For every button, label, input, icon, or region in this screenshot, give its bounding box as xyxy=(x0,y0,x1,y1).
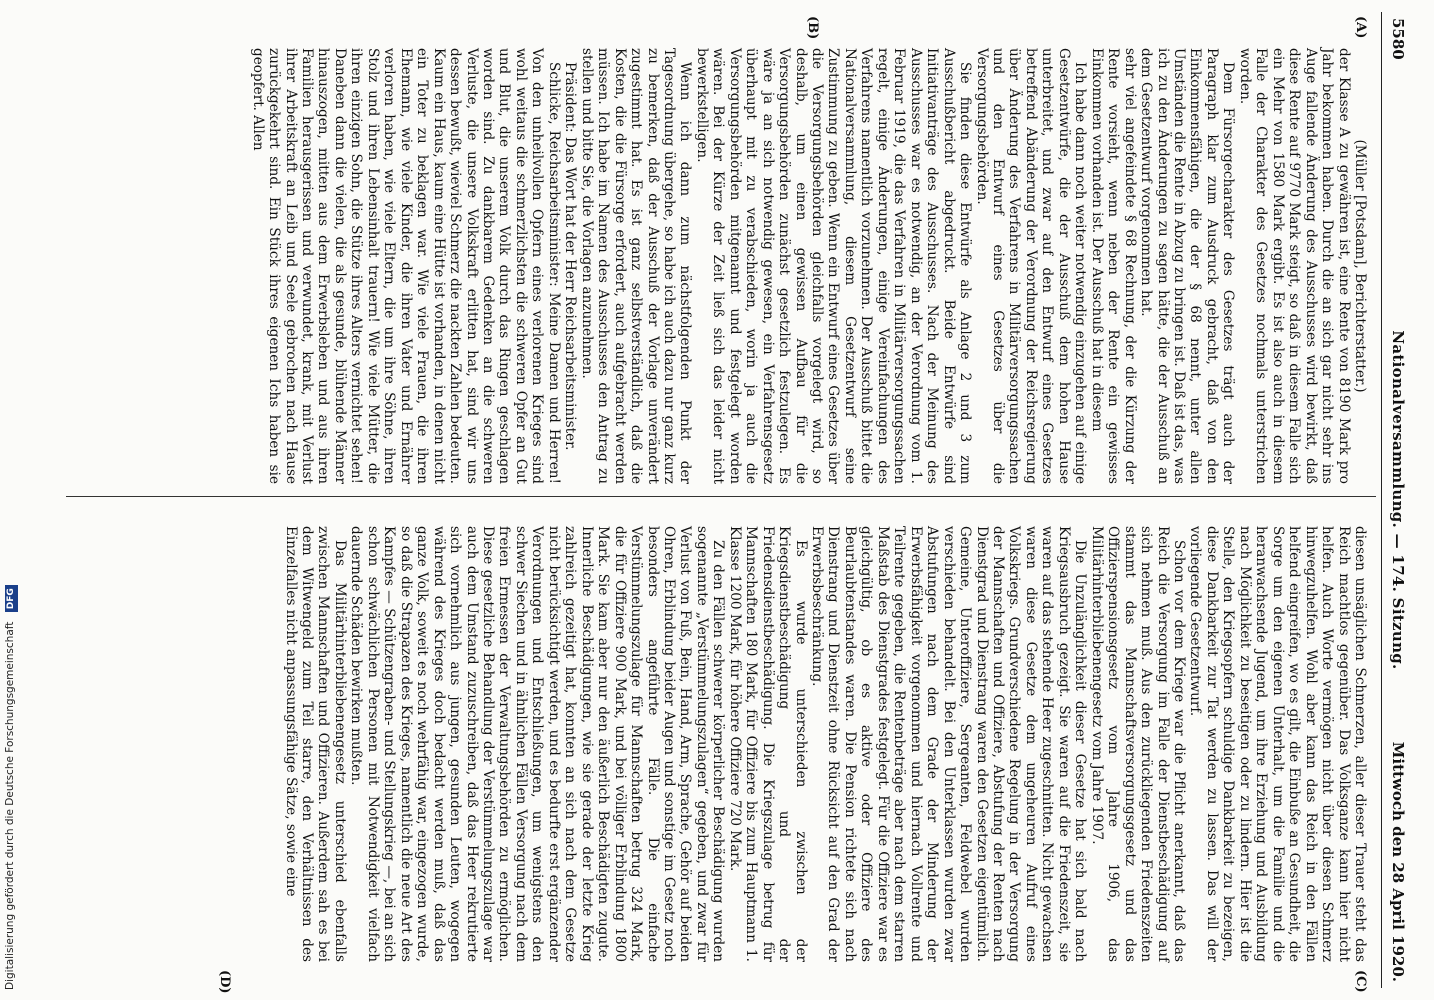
paragraph: Sie finden diese Entwürfe als Anlage 2 und 3 zum Ausschußbericht abgedruckt. Beide Entwürfe sind Initiativanträge des Ausschusses. Nach der Meinung des Ausschusses war es notwendig, an der Verordnung vom 1. Februar 1919, die das Verfahren in Militärversorgungssachen regelt, einige Änderungen, einige Vereinfachungen des Verfahrens namentlich vorzunehmen. Der Ausschuß bittet die Nationalversammlung, diesem Gesetzentwurf seine Zustimmung zu geben. Wenn ein Entwurf eines Gesetzes über die Versorgungsbehörden gleichfalls vorgelegt wird, so deshalb, um einen gewissen Aufbau für die Versorgungsbehörden zunächst gesetzlich festzulegen. Es wäre ja an sich notwendig gewesen, ein Verfahrensgesetz überhaupt mit zu verabschieden, worin ja auch die Versorgungsbehörden mitgenannt und festgelegt worden wären. Bei der Kürze der Zeit ließ sich das leider nicht bewerkstelligen. xyxy=(693,48,974,484)
minister-speech: Schlicke, Reichsarbeitsminister: Meine Damen und Herren! Von den unheilvollen Opfern eines verlorenen Krieges sind wohl weitaus die schmerzlichsten die schweren Opfer an Gut und Blut, die unserem Volk durch das Ringen geschlagen worden sind. Zu dankbarem Gedenken an die schweren Verluste, die unsere Volkskraft erlitten hat, sind wir uns dessen bewußt, wieviel Schmerz die nackten Zahlen bedeuten. Kaum ein Haus, kaum eine Hütte ist vorhanden, in denen nicht ein Toter zu beklagen war. Wie viele Frauen, die ihren Ehemann, wie viele Kinder, die ihren Vater und Ernährer verloren haben, wie viele Eltern, die um ihre Söhne, ihren Stolz und ihren Lebensinhalt trauern! Wie viele Mütter, die ihren einzigen Sohn, die Stütze ihres Alters vernichtet sehen! Daneben dann die vielen, die als gesunde, blühende Männer hinauszogen, mitten aus dem Erwerbsleben und aus ihren Familien herausgerissen und verwundet, krank, mit Verlust ihrer Arbeitskraft an Leib und Seele gebrochen nach Hause zurückgekehrt sind. Ein Stück ihres eigenen Ichs haben sie geopfert. Allen xyxy=(249,48,562,484)
paragraph: Das Militärhinterbliebenengesetz unterschied ebenfalls zwischen Mannschaften und Offizieren. Außerdem sah es bei dem Witwengeld zum Teil starre, den Verhältnissen des Einzelfalles nicht anpassungsfähige Sätze, sowie eine xyxy=(282,526,348,962)
margin-marker-d: (D) xyxy=(217,970,232,994)
running-head xyxy=(1381,12,1412,988)
session-date: Mittwoch den 28 April 1920. xyxy=(1389,741,1407,982)
margin-marker-a: (A) xyxy=(1353,16,1368,39)
paragraph: Die Unzulänglichkeit dieser Gesetze hat sich bald nach Kriegsausbruch gezeigt. Sie waren auf die Friedenszeit, sie waren auf das stehende Heer zugeschnitten. Nicht gewachsen waren diese Gesetze dem ungeheuren Aufruf eines Volkskriegs. Grundverschiedene Regelung in der Versorgung der Mannschaften und Offiziere, Abstufung der Renten nach Dienstgrad und Dienstrang waren den Gesetzen eigentümlich. Gemeine, Unteroffiziere, Sergeanten, Feldwebel wurden verschieden behandelt. Bei den Unterklassen wurden zwar Abstufungen nach dem Grade der Minderung der Erwerbsfähigkeit vorgenommen und hiernach Vollrente und Teilrente gegeben, die Rentenbeträge aber nach dem starren Maßstab des Dienstgrades festgelegt. Für die Offiziere war es gleichgültig, ob es aktive oder Offiziere des Beurlaubtenstandes waren. Die Pension richtete sich nach Dienstrang und Dienstzeit ohne Rücksicht auf den Grad der Erwerbsbeschränkung. xyxy=(809,526,1089,962)
paragraph: der Klasse A zu gewähren ist, eine Rente von 8190 Mark pro Jahr bekommen haben. Durch die an sich gar nicht sehr ins Auge fallende Änderung des Ausschusses wird bewirkt, daß diese Rente auf 9770 Mark steigt, so daß in diesem Falle sich ein Mehr von 1580 Mark ergibt. Es ist also auch in diesem Falle der Charakter des Gesetzes nochmals unterstrichen worden. xyxy=(1236,48,1352,484)
president-speech: Präsident: Das Wort hat der Herr Reichsarbeitsminister. xyxy=(562,62,579,451)
paragraph: Schon vor dem Kriege war die Pflicht anerkannt, daß das Reich die Versorgung im Falle der Dienstbeschädigung auf sich nehmen muß. Aus den zurückliegenden Friedenszeiten stammt das Mannschaftsversorgungsgesetz und das Offizierspensionsgesetz vom Jahre 1906, das Militärhinterbliebenengesetz vom Jahre 1907. xyxy=(1088,526,1188,962)
paragraph: sehr viel angefeindete § 68 Rechnung, der die Kürzung der Rente vorsieht, wenn neben der Rente ein gewisses Einkommen vorhanden ist. Der Ausschuß hat in diesem xyxy=(1088,48,1138,484)
page-title: Nationalversammlung. — 174. Sitzung. xyxy=(1389,330,1407,670)
funding-footer xyxy=(2,210,18,990)
dfg-logo: DFG xyxy=(5,585,18,612)
left-column xyxy=(249,48,1368,484)
newspaper-sheet xyxy=(62,12,1412,994)
speaker-tag: (Müller [Potsdam], Berichterstatter.) xyxy=(1352,139,1368,393)
page-number: 5580 xyxy=(1389,18,1407,60)
paragraph: Zu den Fällen schwerer körperlicher Beschädigung wurden sogenannte „Verstümmelungszulagen“ gegeben, und zwar für Verlust von Fuß, Bein, Hand, Arm, Sprache, Gehör auf beiden Ohren, Erblindung beider Augen und sonstige im Gesetz noch besonders angeführte Fälle. Die einfache Verstümmelungszulage für Mannschaften betrug 324 Mark, die für Offiziere 900 Mark, und bei völliger Erblindung 1800 Mark. Sie kam aber nur den äußerlich Beschädigten zugute. Innerliche Beschädigungen, wie sie gerade der letzte Krieg zahlreich gezeitigt hat, konnten an sich nach dem Gesetze nicht berücksichtigt werden, und es bedurfte erst ergänzender Verordnungen und Entschließungen, um wenigstens den schwer Siechen und in ähnlichen Fällen Versorgung nach dem freien Ermessen der Verwaltungsbehörden zu ermöglichen. Diese gesetzliche Behandlung der Verstümmelungszulage war auch dem Umstand zuzuschreiben, daß das Heer rekrutierte sich vornehmlich aus jungen, gesunden Leuten, wogegen während des Krieges doch bedacht werden muß, daß das ganze Volk, soweit es noch wehrfähig war, eingezogen wurde, so daß die Strapazen des Krieges, namentlich die neue Art des Kampfes — Schützengraben- und Stellungskrieg —, bei an sich schon schwächlichen Personen mit Notwendigkeit vielfach dauernde Schäden bewirken mußten. xyxy=(348,526,727,962)
funding-note: Digitalisierung gefördert durch die Deutsche Forschungsgemeinschaft xyxy=(4,621,16,990)
paragraph: diesen unsäglichen Schmerzen, aller dieser Trauer steht das Reich machtlos gegenüber. Das Volksganze kann hier nicht helfen. Auch Worte vermögen nicht über diesen Schmerz hinwegzuhelfen. Wohl aber kann das Reich in den Fällen helfend eingreifen, wo es gilt, die Einbuße an Gesundheit, die Sorge um den eigenen Unterhalt, um die Familie und die heranwachsende Jugend, um ihre Erziehung und Ausbildung nach Möglichkeit zu beseitigen oder zu lindern. Hier ist die Stelle, den Kriegsopfern schuldige Dankbarkeit zu bezeigen, diese Dankbarkeit zur Tat werden zu lassen. Das will der vorliegende Gesetzentwurf. xyxy=(1187,526,1368,962)
right-column xyxy=(282,526,1368,962)
column-divider xyxy=(66,496,1376,497)
rotated-page-content xyxy=(54,0,1434,1000)
margin-marker-c: (C) xyxy=(1353,970,1368,993)
paragraph: Dem Fürsorgecharakter des Gesetzes trägt auch der Paragraph klar zum Ausdruck gebracht, daß von den Einkommensfähigen, die der § 68 nennt, unter allen Umständen die Rente in Abzug zu bringen ist. Daß ist das, was ich zu den Änderungen zu sagen hätte, die der Ausschuß an dem Gesetzentwurf vorgenommen hat. xyxy=(1138,48,1237,484)
margin-marker-b: (B) xyxy=(805,16,820,40)
paragraph: Ich habe dann noch weiter notwendig einzugehen auf einige Gesetzentwürfe, die der Ausschuß dem hohen Hause unterbreitet, und zwar auf den Entwurf eines Gesetzes betreffend Abänderung der Verordnung der Reichsregierung über Änderung des Verfahrens in Militärversorgungssachen und den Entwurf eines Gesetzes über die Versorgungsbehörden. xyxy=(973,48,1089,484)
paragraph: Wenn ich dann zum nächstfolgenden Punkt der Tagesordnung übergehe, so habe ich auch dazu nur ganz kurz zu bemerken, daß der Ausschuß der Vorlage unverändert zugestimmt hat. Es ist ganz selbstverständlich, daß die Kosten, die die Fürsorge erfordert, auch aufgebracht werden müssen. Ich habe im Namen des Ausschusses den Antrag zu stellen und bitte Sie, die Vorlagen anzunehmen. xyxy=(578,48,694,484)
paragraph: Es wurde unterschieden zwischen der Kriegsdienstbeschädigung und der Friedensdienstbeschädigung. Die Kriegszulage betrug für Mannschaften 180 Mark, für Offiziere bis zum Hauptmann 1. Klasse 1200 Mark, für höhere Offiziere 720 Mark. xyxy=(726,526,809,962)
